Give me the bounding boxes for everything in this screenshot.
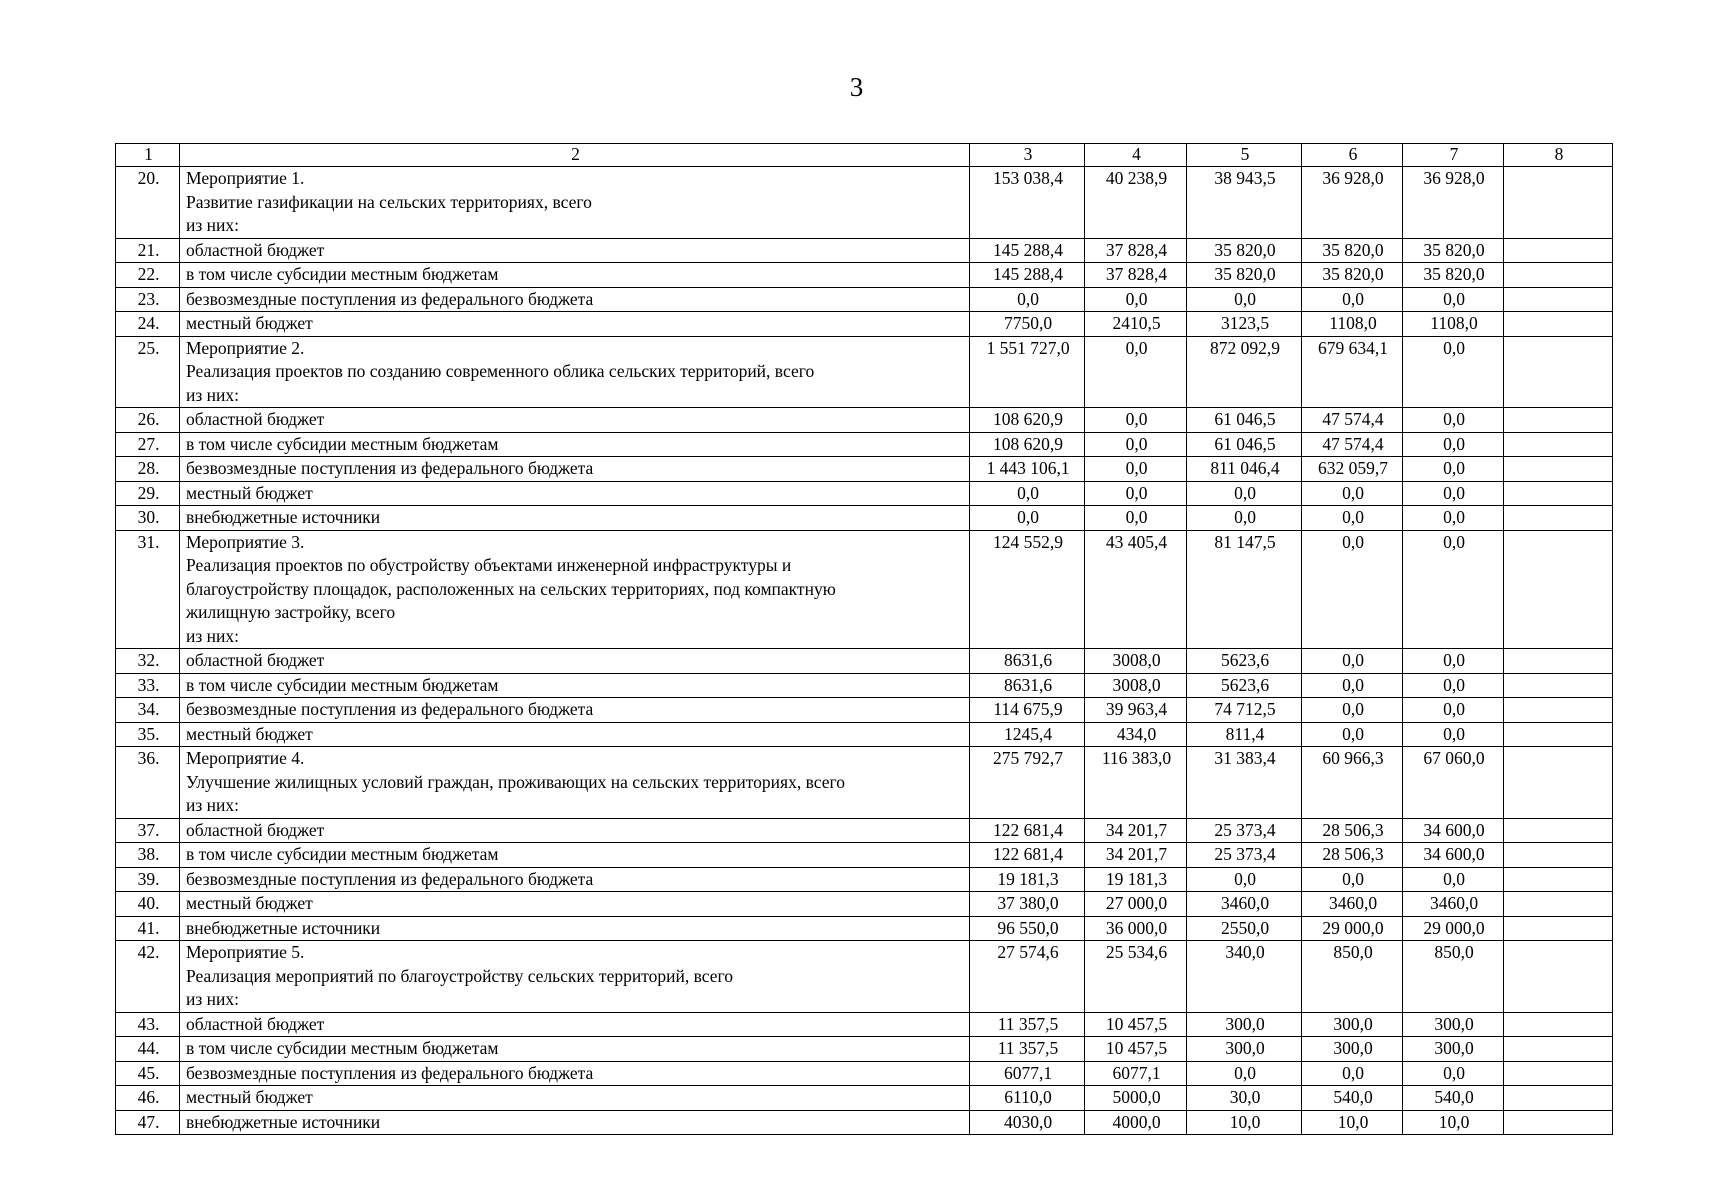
value-cell-col-6: 47 574,4 xyxy=(1302,432,1403,457)
value-cell-col-5: 0,0 xyxy=(1187,867,1302,892)
value-cell-col-5: 872 092,9 xyxy=(1187,336,1302,408)
value-cell-col-5: 35 820,0 xyxy=(1187,238,1302,263)
row-description: местный бюджет xyxy=(180,481,970,506)
value-cell-col-6: 850,0 xyxy=(1302,941,1403,1013)
value-cell-col-8 xyxy=(1504,238,1613,263)
row-number: 21. xyxy=(116,238,180,263)
value-cell-col-3: 122 681,4 xyxy=(970,818,1085,843)
row-description: безвозмездные поступления из федерального бюджета xyxy=(180,457,970,482)
column-header: 2 xyxy=(180,144,970,167)
row-number: 37. xyxy=(116,818,180,843)
value-cell-col-6: 300,0 xyxy=(1302,1037,1403,1062)
value-cell-col-4: 34 201,7 xyxy=(1085,818,1187,843)
row-description: внебюджетные источники xyxy=(180,916,970,941)
value-cell-col-6: 0,0 xyxy=(1302,287,1403,312)
row-description: в том числе субсидии местным бюджетам xyxy=(180,263,970,288)
value-cell-col-5: 0,0 xyxy=(1187,481,1302,506)
row-description: безвозмездные поступления из федерального бюджета xyxy=(180,698,970,723)
row-number: 45. xyxy=(116,1061,180,1086)
row-number: 25. xyxy=(116,336,180,408)
table-row xyxy=(116,649,1613,674)
value-cell-col-7: 0,0 xyxy=(1403,649,1504,674)
value-cell-col-5: 3123,5 xyxy=(1187,312,1302,337)
value-cell-col-5: 811 046,4 xyxy=(1187,457,1302,482)
value-cell-col-7: 35 820,0 xyxy=(1403,238,1504,263)
value-cell-col-8 xyxy=(1504,1012,1613,1037)
value-cell-col-5: 31 383,4 xyxy=(1187,747,1302,819)
value-cell-col-8 xyxy=(1504,312,1613,337)
table-body xyxy=(116,167,1613,1135)
value-cell-col-7: 0,0 xyxy=(1403,408,1504,433)
page-number: 3 xyxy=(849,72,864,102)
value-cell-col-3: 0,0 xyxy=(970,481,1085,506)
value-cell-col-5: 300,0 xyxy=(1187,1037,1302,1062)
row-description: областной бюджет xyxy=(180,408,970,433)
value-cell-col-3: 108 620,9 xyxy=(970,408,1085,433)
value-cell-col-6: 0,0 xyxy=(1302,867,1403,892)
row-description: в том числе субсидии местным бюджетам xyxy=(180,843,970,868)
value-cell-col-7: 0,0 xyxy=(1403,867,1504,892)
row-description: Мероприятие 5. Реализация мероприятий по благоустройству сельских территорий, всего из них: xyxy=(180,941,970,1013)
row-description: Мероприятие 3. Реализация проектов по обустройству объектами инженерной инфраструктуры и благоустройству площадок, расположенных на сельских территориях, под компактную жилищную застройку, всего из них: xyxy=(180,530,970,649)
value-cell-col-7: 0,0 xyxy=(1403,698,1504,723)
value-cell-col-3: 19 181,3 xyxy=(970,867,1085,892)
table-row xyxy=(116,238,1613,263)
table-row xyxy=(116,336,1613,408)
value-cell-col-5: 3460,0 xyxy=(1187,892,1302,917)
value-cell-col-6: 10,0 xyxy=(1302,1110,1403,1135)
value-cell-col-3: 275 792,7 xyxy=(970,747,1085,819)
value-cell-col-4: 10 457,5 xyxy=(1085,1012,1187,1037)
value-cell-col-7: 34 600,0 xyxy=(1403,818,1504,843)
value-cell-col-5: 25 373,4 xyxy=(1187,843,1302,868)
value-cell-col-8 xyxy=(1504,263,1613,288)
row-description: безвозмездные поступления из федерального бюджета xyxy=(180,287,970,312)
value-cell-col-8 xyxy=(1504,747,1613,819)
value-cell-col-7: 10,0 xyxy=(1403,1110,1504,1135)
value-cell-col-4: 4000,0 xyxy=(1085,1110,1187,1135)
value-cell-col-7: 36 928,0 xyxy=(1403,167,1504,239)
value-cell-col-7: 540,0 xyxy=(1403,1086,1504,1111)
value-cell-col-6: 0,0 xyxy=(1302,649,1403,674)
value-cell-col-3: 0,0 xyxy=(970,506,1085,531)
value-cell-col-7: 300,0 xyxy=(1403,1012,1504,1037)
row-description: в том числе субсидии местным бюджетам xyxy=(180,673,970,698)
column-header: 3 xyxy=(970,144,1085,167)
row-number: 31. xyxy=(116,530,180,649)
value-cell-col-8 xyxy=(1504,1086,1613,1111)
value-cell-col-3: 145 288,4 xyxy=(970,263,1085,288)
value-cell-col-8 xyxy=(1504,1037,1613,1062)
row-number: 44. xyxy=(116,1037,180,1062)
row-description: в том числе субсидии местным бюджетам xyxy=(180,1037,970,1062)
value-cell-col-8 xyxy=(1504,432,1613,457)
value-cell-col-5: 74 712,5 xyxy=(1187,698,1302,723)
value-cell-col-6: 3460,0 xyxy=(1302,892,1403,917)
value-cell-col-4: 0,0 xyxy=(1085,481,1187,506)
value-cell-col-8 xyxy=(1504,287,1613,312)
row-description: областной бюджет xyxy=(180,238,970,263)
value-cell-col-6: 1108,0 xyxy=(1302,312,1403,337)
row-description: областной бюджет xyxy=(180,818,970,843)
value-cell-col-5: 340,0 xyxy=(1187,941,1302,1013)
value-cell-col-4: 19 181,3 xyxy=(1085,867,1187,892)
value-cell-col-7: 1108,0 xyxy=(1403,312,1504,337)
table-row xyxy=(116,818,1613,843)
row-number: 35. xyxy=(116,722,180,747)
value-cell-col-6: 28 506,3 xyxy=(1302,843,1403,868)
value-cell-col-4: 27 000,0 xyxy=(1085,892,1187,917)
table-row xyxy=(116,408,1613,433)
table-row xyxy=(116,747,1613,819)
table-row xyxy=(116,167,1613,239)
row-number: 33. xyxy=(116,673,180,698)
row-number: 30. xyxy=(116,506,180,531)
value-cell-col-8 xyxy=(1504,408,1613,433)
value-cell-col-8 xyxy=(1504,843,1613,868)
value-cell-col-3: 8631,6 xyxy=(970,673,1085,698)
value-cell-col-3: 7750,0 xyxy=(970,312,1085,337)
value-cell-col-3: 145 288,4 xyxy=(970,238,1085,263)
row-description: Мероприятие 1. Развитие газификации на сельских территориях, всего из них: xyxy=(180,167,970,239)
row-number: 40. xyxy=(116,892,180,917)
row-number: 32. xyxy=(116,649,180,674)
value-cell-col-8 xyxy=(1504,530,1613,649)
value-cell-col-5: 300,0 xyxy=(1187,1012,1302,1037)
table-row xyxy=(116,916,1613,941)
row-description: внебюджетные источники xyxy=(180,1110,970,1135)
value-cell-col-8 xyxy=(1504,1061,1613,1086)
row-number: 24. xyxy=(116,312,180,337)
value-cell-col-4: 0,0 xyxy=(1085,287,1187,312)
value-cell-col-4: 10 457,5 xyxy=(1085,1037,1187,1062)
value-cell-col-4: 0,0 xyxy=(1085,506,1187,531)
value-cell-col-6: 0,0 xyxy=(1302,530,1403,649)
value-cell-col-4: 2410,5 xyxy=(1085,312,1187,337)
row-number: 28. xyxy=(116,457,180,482)
value-cell-col-8 xyxy=(1504,698,1613,723)
value-cell-col-5: 61 046,5 xyxy=(1187,408,1302,433)
row-description: внебюджетные источники xyxy=(180,506,970,531)
value-cell-col-7: 35 820,0 xyxy=(1403,263,1504,288)
value-cell-col-6: 0,0 xyxy=(1302,506,1403,531)
row-description: Мероприятие 4. Улучшение жилищных условий граждан, проживающих на сельских территориях, всего из них: xyxy=(180,747,970,819)
value-cell-col-3: 108 620,9 xyxy=(970,432,1085,457)
value-cell-col-5: 38 943,5 xyxy=(1187,167,1302,239)
value-cell-col-8 xyxy=(1504,649,1613,674)
table-row xyxy=(116,941,1613,1013)
table-row xyxy=(116,843,1613,868)
value-cell-col-5: 811,4 xyxy=(1187,722,1302,747)
value-cell-col-7: 3460,0 xyxy=(1403,892,1504,917)
value-cell-col-7: 0,0 xyxy=(1403,506,1504,531)
value-cell-col-4: 0,0 xyxy=(1085,336,1187,408)
value-cell-col-6: 0,0 xyxy=(1302,481,1403,506)
value-cell-col-7: 0,0 xyxy=(1403,287,1504,312)
budget-table xyxy=(115,143,1613,1135)
column-header: 8 xyxy=(1504,144,1613,167)
value-cell-col-8 xyxy=(1504,167,1613,239)
value-cell-col-6: 0,0 xyxy=(1302,698,1403,723)
table-row xyxy=(116,892,1613,917)
value-cell-col-5: 30,0 xyxy=(1187,1086,1302,1111)
value-cell-col-7: 0,0 xyxy=(1403,530,1504,649)
row-number: 42. xyxy=(116,941,180,1013)
value-cell-col-3: 8631,6 xyxy=(970,649,1085,674)
value-cell-col-7: 34 600,0 xyxy=(1403,843,1504,868)
value-cell-col-7: 300,0 xyxy=(1403,1037,1504,1062)
table-row xyxy=(116,287,1613,312)
row-description: в том числе субсидии местным бюджетам xyxy=(180,432,970,457)
value-cell-col-8 xyxy=(1504,867,1613,892)
table-row xyxy=(116,1110,1613,1135)
table-row xyxy=(116,1061,1613,1086)
value-cell-col-7: 0,0 xyxy=(1403,336,1504,408)
table-row xyxy=(116,1037,1613,1062)
value-cell-col-4: 6077,1 xyxy=(1085,1061,1187,1086)
value-cell-col-3: 1 551 727,0 xyxy=(970,336,1085,408)
value-cell-col-6: 29 000,0 xyxy=(1302,916,1403,941)
column-header: 4 xyxy=(1085,144,1187,167)
value-cell-col-6: 300,0 xyxy=(1302,1012,1403,1037)
value-cell-col-3: 11 357,5 xyxy=(970,1037,1085,1062)
value-cell-col-6: 0,0 xyxy=(1302,722,1403,747)
table-row xyxy=(116,312,1613,337)
value-cell-col-3: 4030,0 xyxy=(970,1110,1085,1135)
value-cell-col-4: 37 828,4 xyxy=(1085,238,1187,263)
column-header: 7 xyxy=(1403,144,1504,167)
value-cell-col-4: 116 383,0 xyxy=(1085,747,1187,819)
row-description: местный бюджет xyxy=(180,1086,970,1111)
value-cell-col-8 xyxy=(1504,892,1613,917)
value-cell-col-6: 679 634,1 xyxy=(1302,336,1403,408)
value-cell-col-3: 153 038,4 xyxy=(970,167,1085,239)
value-cell-col-6: 36 928,0 xyxy=(1302,167,1403,239)
row-number: 23. xyxy=(116,287,180,312)
column-header: 5 xyxy=(1187,144,1302,167)
value-cell-col-7: 0,0 xyxy=(1403,481,1504,506)
table-row xyxy=(116,506,1613,531)
row-number: 38. xyxy=(116,843,180,868)
value-cell-col-8 xyxy=(1504,457,1613,482)
row-description: местный бюджет xyxy=(180,722,970,747)
value-cell-col-6: 47 574,4 xyxy=(1302,408,1403,433)
value-cell-col-5: 0,0 xyxy=(1187,506,1302,531)
row-number: 47. xyxy=(116,1110,180,1135)
value-cell-col-4: 37 828,4 xyxy=(1085,263,1187,288)
row-description: безвозмездные поступления из федерального бюджета xyxy=(180,867,970,892)
value-cell-col-3: 96 550,0 xyxy=(970,916,1085,941)
table-row xyxy=(116,698,1613,723)
row-description: Мероприятие 2. Реализация проектов по созданию современного облика сельских территорий, всего из них: xyxy=(180,336,970,408)
table-row xyxy=(116,263,1613,288)
value-cell-col-6: 632 059,7 xyxy=(1302,457,1403,482)
value-cell-col-7: 0,0 xyxy=(1403,457,1504,482)
row-number: 27. xyxy=(116,432,180,457)
value-cell-col-6: 0,0 xyxy=(1302,673,1403,698)
value-cell-col-8 xyxy=(1504,941,1613,1013)
value-cell-col-5: 0,0 xyxy=(1187,287,1302,312)
row-number: 41. xyxy=(116,916,180,941)
value-cell-col-5: 5623,6 xyxy=(1187,649,1302,674)
value-cell-col-3: 122 681,4 xyxy=(970,843,1085,868)
row-number: 36. xyxy=(116,747,180,819)
value-cell-col-7: 67 060,0 xyxy=(1403,747,1504,819)
value-cell-col-7: 0,0 xyxy=(1403,1061,1504,1086)
value-cell-col-4: 36 000,0 xyxy=(1085,916,1187,941)
value-cell-col-3: 6110,0 xyxy=(970,1086,1085,1111)
value-cell-col-7: 0,0 xyxy=(1403,432,1504,457)
row-number: 26. xyxy=(116,408,180,433)
value-cell-col-5: 81 147,5 xyxy=(1187,530,1302,649)
value-cell-col-7: 0,0 xyxy=(1403,673,1504,698)
value-cell-col-4: 3008,0 xyxy=(1085,673,1187,698)
value-cell-col-6: 0,0 xyxy=(1302,1061,1403,1086)
row-number: 43. xyxy=(116,1012,180,1037)
value-cell-col-6: 35 820,0 xyxy=(1302,238,1403,263)
table-row xyxy=(116,867,1613,892)
value-cell-col-3: 1 443 106,1 xyxy=(970,457,1085,482)
table-row xyxy=(116,1086,1613,1111)
row-description: областной бюджет xyxy=(180,649,970,674)
row-number: 46. xyxy=(116,1086,180,1111)
value-cell-col-4: 39 963,4 xyxy=(1085,698,1187,723)
row-description: местный бюджет xyxy=(180,312,970,337)
value-cell-col-3: 114 675,9 xyxy=(970,698,1085,723)
row-number: 29. xyxy=(116,481,180,506)
row-number: 34. xyxy=(116,698,180,723)
table-row xyxy=(116,673,1613,698)
column-header: 6 xyxy=(1302,144,1403,167)
value-cell-col-8 xyxy=(1504,506,1613,531)
table-row xyxy=(116,481,1613,506)
value-cell-col-8 xyxy=(1504,818,1613,843)
value-cell-col-4: 0,0 xyxy=(1085,432,1187,457)
value-cell-col-8 xyxy=(1504,722,1613,747)
table-row xyxy=(116,722,1613,747)
header-row xyxy=(116,144,1613,167)
value-cell-col-4: 43 405,4 xyxy=(1085,530,1187,649)
value-cell-col-4: 434,0 xyxy=(1085,722,1187,747)
value-cell-col-4: 0,0 xyxy=(1085,408,1187,433)
table-row xyxy=(116,432,1613,457)
value-cell-col-6: 60 966,3 xyxy=(1302,747,1403,819)
value-cell-col-7: 29 000,0 xyxy=(1403,916,1504,941)
row-number: 22. xyxy=(116,263,180,288)
value-cell-col-6: 540,0 xyxy=(1302,1086,1403,1111)
table-row xyxy=(116,1012,1613,1037)
row-description: безвозмездные поступления из федерального бюджета xyxy=(180,1061,970,1086)
value-cell-col-3: 11 357,5 xyxy=(970,1012,1085,1037)
row-number: 39. xyxy=(116,867,180,892)
value-cell-col-4: 25 534,6 xyxy=(1085,941,1187,1013)
value-cell-col-8 xyxy=(1504,673,1613,698)
value-cell-col-5: 0,0 xyxy=(1187,1061,1302,1086)
row-description: областной бюджет xyxy=(180,1012,970,1037)
value-cell-col-3: 0,0 xyxy=(970,287,1085,312)
value-cell-col-7: 0,0 xyxy=(1403,722,1504,747)
value-cell-col-4: 40 238,9 xyxy=(1085,167,1187,239)
value-cell-col-4: 34 201,7 xyxy=(1085,843,1187,868)
row-number: 20. xyxy=(116,167,180,239)
value-cell-col-5: 25 373,4 xyxy=(1187,818,1302,843)
value-cell-col-3: 37 380,0 xyxy=(970,892,1085,917)
table-row xyxy=(116,530,1613,649)
value-cell-col-3: 27 574,6 xyxy=(970,941,1085,1013)
value-cell-col-5: 61 046,5 xyxy=(1187,432,1302,457)
table-row xyxy=(116,457,1613,482)
value-cell-col-3: 6077,1 xyxy=(970,1061,1085,1086)
column-header: 1 xyxy=(116,144,180,167)
value-cell-col-3: 124 552,9 xyxy=(970,530,1085,649)
value-cell-col-3: 1245,4 xyxy=(970,722,1085,747)
value-cell-col-5: 2550,0 xyxy=(1187,916,1302,941)
value-cell-col-6: 35 820,0 xyxy=(1302,263,1403,288)
value-cell-col-8 xyxy=(1504,1110,1613,1135)
value-cell-col-4: 0,0 xyxy=(1085,457,1187,482)
value-cell-col-6: 28 506,3 xyxy=(1302,818,1403,843)
value-cell-col-8 xyxy=(1504,336,1613,408)
value-cell-col-7: 850,0 xyxy=(1403,941,1504,1013)
value-cell-col-4: 3008,0 xyxy=(1085,649,1187,674)
value-cell-col-5: 5623,6 xyxy=(1187,673,1302,698)
value-cell-col-5: 35 820,0 xyxy=(1187,263,1302,288)
value-cell-col-8 xyxy=(1504,481,1613,506)
value-cell-col-5: 10,0 xyxy=(1187,1110,1302,1135)
value-cell-col-8 xyxy=(1504,916,1613,941)
value-cell-col-4: 5000,0 xyxy=(1085,1086,1187,1111)
row-description: местный бюджет xyxy=(180,892,970,917)
